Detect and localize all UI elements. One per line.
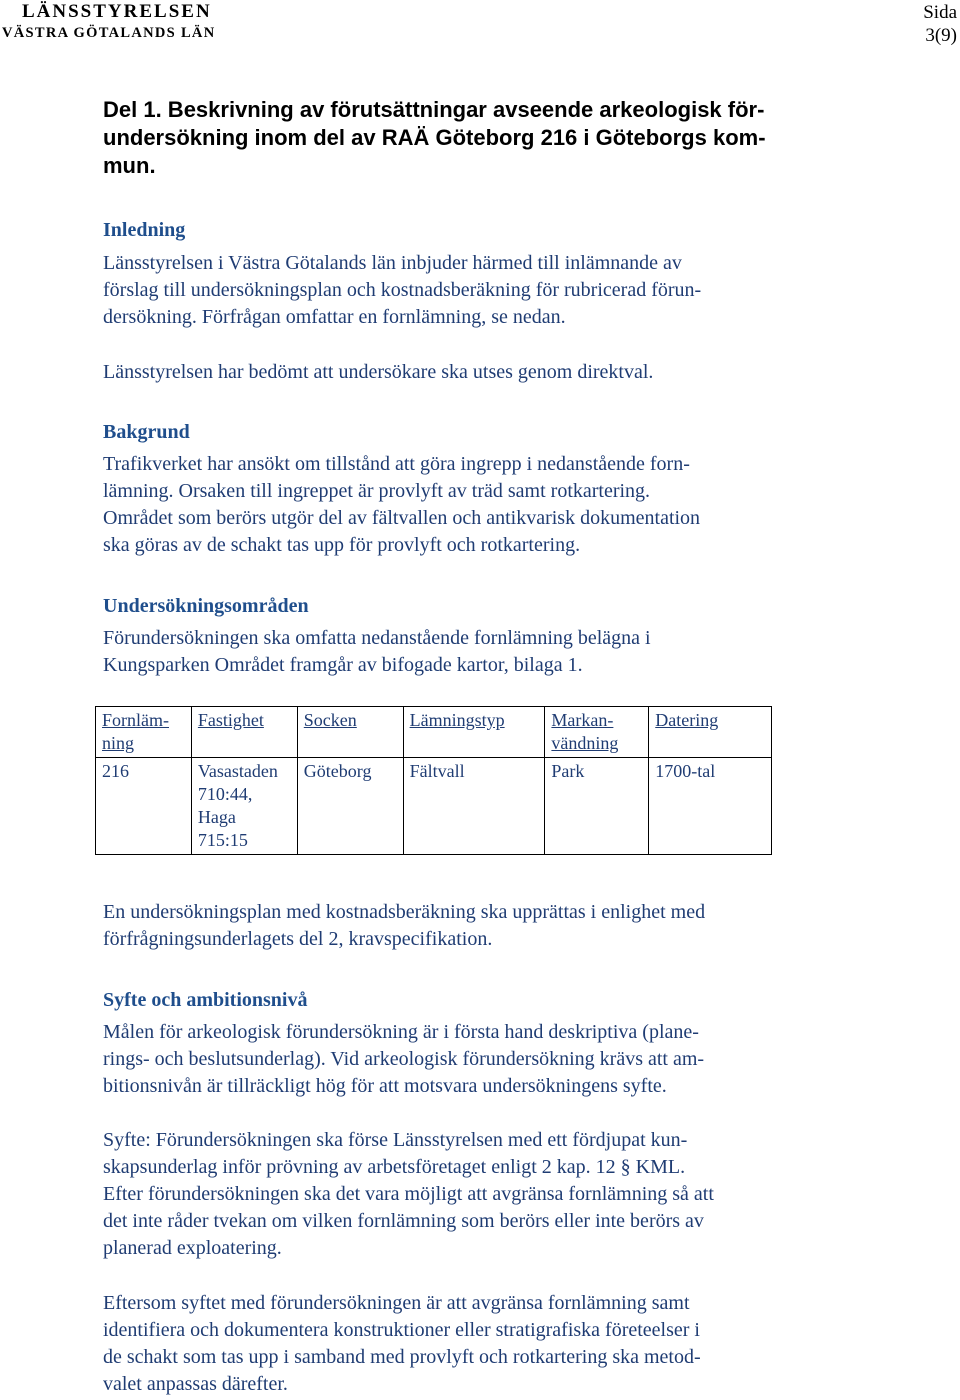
- table-header-row: [96, 707, 772, 758]
- table-cell: Fältvall: [403, 758, 545, 855]
- table-cell: 1700-tal: [649, 758, 772, 855]
- text-line: Kungsparken Området framgår av bifogade kartor, bilaga 1.: [103, 654, 583, 676]
- column-header: Fornläm- ning: [96, 707, 192, 758]
- text-line: de schakt som tas upp i samband med provlyft och rotkartering ska metod-: [103, 1346, 701, 1368]
- table-row: [96, 758, 772, 855]
- title-line: undersökning inom del av RAÄ Göteborg 216 i Göteborgs kom-: [103, 125, 766, 150]
- text-line: identifiera och dokumentera konstruktioner eller stratigrafiska företeelser i: [103, 1319, 700, 1341]
- text-line: förslag till undersökningsplan och kostnadsberäkning för rubricerad förun-: [103, 279, 702, 301]
- plan-paragraph: [103, 899, 903, 953]
- text-line: Förundersökningen ska omfatta nedanstående fornlämning belägna i: [103, 627, 651, 649]
- text-line: valet anpassas därefter.: [103, 1373, 288, 1395]
- text-line: Länsstyrelsen har bedömt att undersökare ska utses genom direktval.: [103, 361, 654, 383]
- text-line: Målen för arkeologisk förundersökning är i första hand deskriptiva (plane-: [103, 1021, 699, 1043]
- bakgrund-paragraph: [103, 451, 903, 559]
- fornlamning-table: [95, 706, 772, 855]
- page-number: 3(9): [925, 25, 957, 46]
- agency-logo-name: LÄNSSTYRELSEN: [22, 1, 212, 22]
- inledning-paragraph-2: [103, 359, 903, 386]
- text-line: Området som berörs utgör del av fältvallen och antikvarisk dokumentation: [103, 507, 701, 529]
- title-line: mun.: [103, 153, 156, 178]
- text-line: Syfte: Förundersökningen ska förse Länsstyrelsen med ett fördjupat kun-: [103, 1129, 688, 1151]
- syfte-paragraph-3: [103, 1290, 903, 1398]
- text-line: Efter förundersökningen ska det vara möjligt att avgränsa fornlämning så att: [103, 1183, 714, 1205]
- text-line: förfrågningsunderlagets del 2, kravspecifikation.: [103, 928, 493, 950]
- text-line: En undersökningsplan med kostnadsberäkning ska upprättas i enlighet med: [103, 901, 706, 923]
- text-line: Länsstyrelsen i Västra Götalands län inbjuder härmed till inlämnande av: [103, 252, 682, 274]
- inledning-paragraph-1: [103, 250, 903, 331]
- heading-inledning: Inledning: [103, 219, 186, 241]
- title-line: Del 1. Beskrivning av förutsättningar avseende arkeologisk för-: [103, 97, 765, 122]
- text-line: Trafikverket har ansökt om tillstånd att göra ingrepp i nedanstående forn-: [103, 453, 690, 475]
- text-line: planerad exploatering.: [103, 1237, 282, 1259]
- text-line: Eftersom syftet med förundersökningen är att avgränsa fornlämning samt: [103, 1292, 690, 1314]
- text-line: ska göras av de schakt tas upp för provlyft och rotkartering.: [103, 534, 581, 556]
- agency-logo-county: VÄSTRA GÖTALANDS LÄN: [2, 25, 216, 41]
- text-line: dersökning. Förfrågan omfattar en fornlämning, se nedan.: [103, 306, 566, 328]
- column-header: Markan- vändning: [545, 707, 649, 758]
- column-header: Socken: [297, 707, 403, 758]
- text-line: skapsunderlag inför prövning av arbetsföretaget enligt 2 kap. 12 § KML.: [103, 1156, 686, 1178]
- omraden-paragraph: [103, 625, 903, 679]
- column-header: Datering: [649, 707, 772, 758]
- table-cell: Vasastaden 710:44, Haga 715:15: [191, 758, 297, 855]
- heading-undersokningsomraden: Undersökningsområden: [103, 595, 309, 617]
- text-line: rings- och beslutsunderlag). Vid arkeologisk förundersökning krävs att am-: [103, 1048, 705, 1070]
- table-cell: 216: [96, 758, 192, 855]
- table-cell: Park: [545, 758, 649, 855]
- column-header: Fastighet: [191, 707, 297, 758]
- text-line: bitionsnivån är tillräckligt hög för att motsvara undersökningens syfte.: [103, 1075, 667, 1097]
- column-header: Lämningstyp: [403, 707, 545, 758]
- heading-bakgrund: Bakgrund: [103, 421, 190, 443]
- heading-syfte: Syfte och ambitionsnivå: [103, 989, 308, 1011]
- syfte-paragraph-2: [103, 1127, 903, 1262]
- table-cell: Göteborg: [297, 758, 403, 855]
- text-line: lämning. Orsaken till ingreppet är provlyft av träd samt rotkartering.: [103, 480, 651, 502]
- document-title: [103, 96, 863, 180]
- page-label: Sida: [923, 2, 957, 23]
- text-line: det inte råder tvekan om vilken fornlämning som berörs eller inte berörs av: [103, 1210, 704, 1232]
- syfte-paragraph-1: [103, 1019, 903, 1100]
